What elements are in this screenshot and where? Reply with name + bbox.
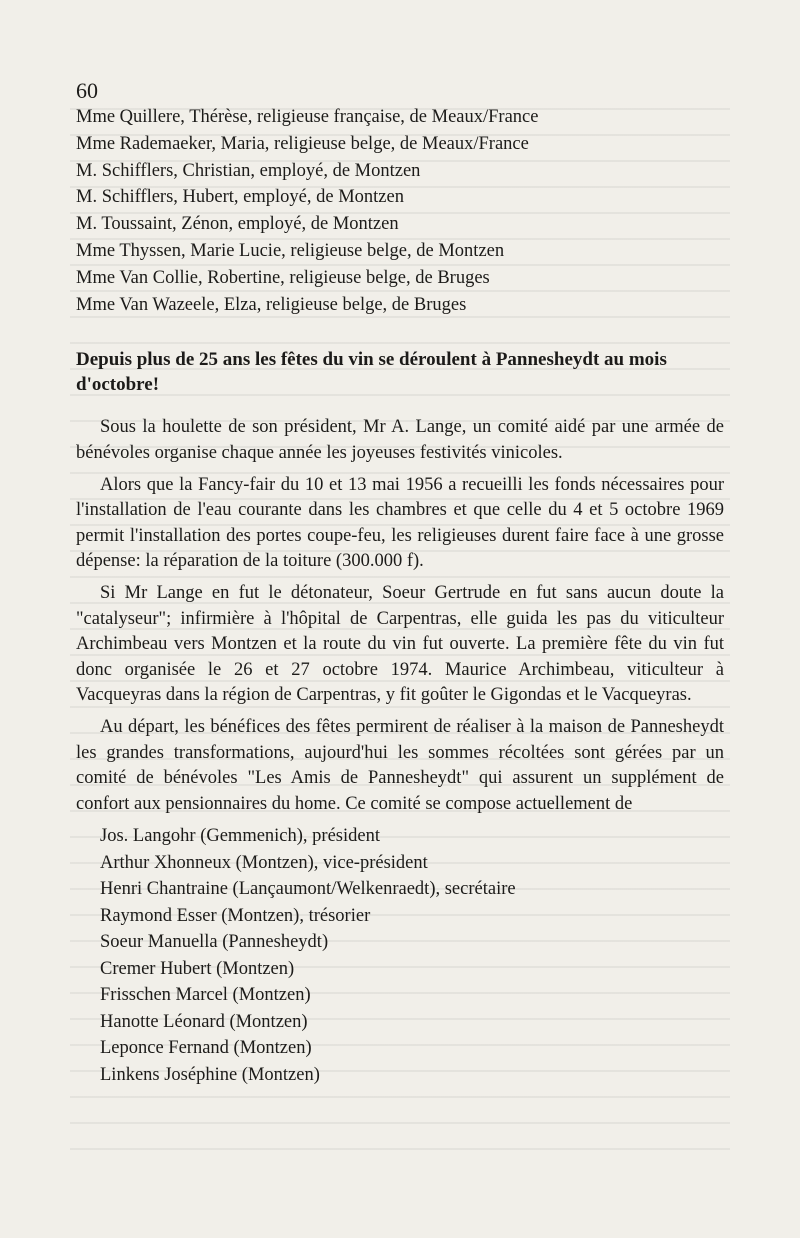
list-item: Mme Quillere, Thérèse, religieuse française, de Meaux/France — [76, 107, 539, 127]
list-item: Frisschen Marcel (Montzen) — [100, 985, 311, 1006]
list-item: Leponce Fernand (Montzen) — [100, 1038, 312, 1059]
paragraph: Au départ, les bénéfices des fêtes permirent de réaliser à la maison de Pannesheydt les grandes transformations, aujourd'hui les sommes récoltées sont gérées par un comité de bénévoles "Les Amis de Pannesheydt" qui assurent un supplément de confort aux pensionnaires du home. Ce comité se compose actuellement de — [76, 716, 724, 814]
list-item: Raymond Esser (Montzen), trésorier — [100, 905, 371, 926]
committee-list — [100, 823, 724, 1088]
document-page — [76, 78, 724, 1088]
list-item: Mme Rademaeker, Maria, religieuse belge, de Meaux/France — [76, 133, 529, 154]
list-item: M. Schifflers, Hubert, employé, de Montzen — [76, 187, 404, 208]
list-item: Mme Van Wazeele, Elza, religieuse belge, de Bruges — [76, 294, 467, 315]
paragraph: Sous la houlette de son président, Mr A. Lange, un comité aidé par une armée de bénévoles organise chaque année les joyeuses festivités vinicoles. — [76, 417, 724, 463]
list-item: Mme Van Collie, Robertine, religieuse belge, de Bruges — [76, 267, 490, 288]
list-item: Mme Thyssen, Marie Lucie, religieuse belge, de Montzen — [76, 240, 505, 261]
list-item: M. Schifflers, Christian, employé, de Montzen — [76, 160, 421, 181]
list-item: Cremer Hubert (Montzen) — [100, 958, 295, 979]
list-item: Soeur Manuella (Pannesheydt) — [100, 932, 329, 953]
list-item: Jos. Langohr (Gemmenich), président — [100, 826, 380, 847]
list-item: Arthur Xhonneux (Montzen), vice-président — [100, 852, 428, 873]
page-number: 60 — [76, 78, 98, 103]
members-list — [76, 104, 724, 318]
list-item: Linkens Joséphine (Montzen) — [100, 1064, 320, 1085]
list-item: M. Toussaint, Zénon, employé, de Montzen — [76, 214, 399, 235]
list-item: Henri Chantraine (Lançaumont/Welkenraedt), secrétaire — [100, 879, 516, 900]
section-headline: Depuis plus de 25 ans les fêtes du vin se déroulent à Pannesheydt au mois d'octobre! — [76, 349, 667, 396]
paragraph: Alors que la Fancy-fair du 10 et 13 mai 1956 a recueilli les fonds nécessaires pour l'installation de l'eau courante dans les chambres et que celle du 4 et 5 octobre 1969 permit l'installation des portes coupe-feu, les religieuses durent faire face à une grosse dépense: la réparation de la toiture (300.000 f). — [76, 474, 724, 572]
paragraph: Si Mr Lange en fut le détonateur, Soeur Gertrude en fut sans aucun doute la "catalyseur"; infirmière à l'hôpital de Carpentras, elle guida les pas du viticulteur Archimbeau vers Montzen et la route du vin fut ouverte. La première fête du vin fut donc organisée le 26 et 27 octobre 1974. Maurice Archimbeau, viticulteur à Vacqueyras dans la région de Carpentras, y fit goûter le Gigondas et le Vacqueyras. — [76, 582, 724, 706]
list-item: Hanotte Léonard (Montzen) — [100, 1011, 308, 1032]
